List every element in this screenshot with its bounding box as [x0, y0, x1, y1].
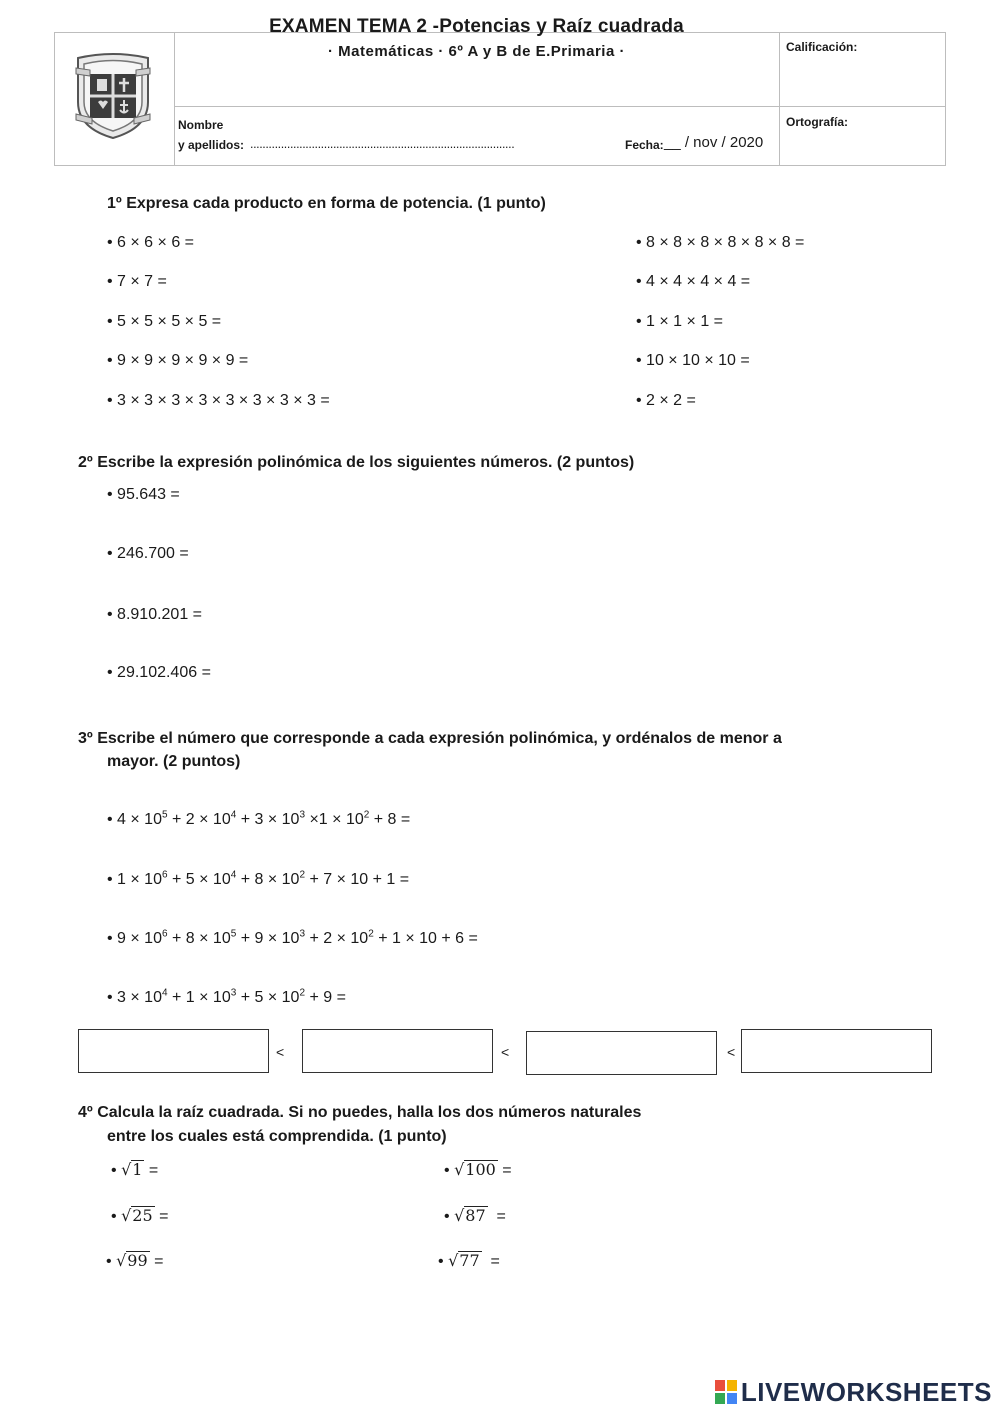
q4-sqrt-item: • √100 =	[444, 1160, 512, 1179]
q1-item: • 10 × 10 × 10 =	[636, 352, 750, 369]
q3-expression-4: • $3 \times 10^4 + 1 \times 10^3 + 5 \times 10^2 + 9$ =	[107, 987, 346, 1006]
q4-sqrt-item: • √25 =	[111, 1206, 169, 1225]
calificacion-label: Calificación:	[786, 40, 858, 54]
less-than-sign: <	[727, 1044, 736, 1060]
q1-item: • 6 × 6 × 6 =	[107, 234, 194, 251]
q4-sqrt-item: • √1 =	[111, 1160, 159, 1179]
q4-sqrt-item: • √87 =	[444, 1206, 506, 1225]
order-answer-box-1[interactable]	[78, 1029, 269, 1073]
less-than-sign: <	[501, 1044, 510, 1060]
q1-heading: 1º Expresa cada producto en forma de potencia. (1 punto)	[107, 195, 546, 212]
q1-item: • 2 × 2 =	[636, 392, 696, 409]
liveworksheets-brand[interactable]	[715, 1377, 992, 1408]
apellidos-label: y apellidos:	[178, 138, 245, 152]
less-than-sign: <	[276, 1044, 285, 1060]
q3-expression-2: • $1 \times 10^6 + 5 \times 10^4 + 8 \times 10^2 + 7 \times 10 + 1$ =	[107, 869, 410, 888]
q4-heading-line2: entre los cuales está comprendida. (1 punto)	[107, 1128, 447, 1145]
q2-heading: 2º Escribe la expresión polinómica de los siguientes números. (2 puntos)	[78, 454, 635, 471]
exam-subtitle: · Matemáticas · 6º A y B de E.Primaria ·	[328, 43, 625, 60]
liveworksheets-logo-icon	[715, 1380, 737, 1404]
school-crest-logo	[70, 52, 156, 142]
q2-item: • 8.910.201 =	[107, 606, 203, 623]
q1-item: • 9 × 9 × 9 × 9 × 9 =	[107, 352, 249, 369]
q4-heading-line1: 4º Calcula la raíz cuadrada. Si no puedes, halla los dos números naturales	[78, 1104, 642, 1121]
q4-sqrt-item: • √77 =	[438, 1251, 500, 1270]
q3-expression-3: • $9 \times 10^6 + 8 \times 10^5 + 9 \times 10^3 + 2 \times 10^2 + 1 \times 10 + 6$ =	[107, 928, 478, 947]
q1-item: • 3 × 3 × 3 × 3 × 3 × 3 × 3 × 3 =	[107, 392, 330, 409]
q1-item: • 8 × 8 × 8 × 8 × 8 × 8 =	[636, 234, 805, 251]
q2-item: • 95.643 =	[107, 486, 180, 503]
exam-title: EXAMEN TEMA 2 -Potencias y Raíz cuadrada	[269, 16, 684, 37]
q1-item: • 7 × 7 =	[107, 273, 167, 290]
q1-item: • 4 × 4 × 4 × 4 =	[636, 273, 751, 290]
nombre-label: Nombre	[178, 118, 224, 132]
q2-item: • 29.102.406 =	[107, 664, 211, 681]
order-answer-box-4[interactable]	[741, 1029, 932, 1073]
q1-item: • 1 × 1 × 1 =	[636, 313, 723, 330]
q4-sqrt-item: • √99 =	[106, 1251, 164, 1270]
q2-item: • 246.700 =	[107, 545, 189, 562]
name-field[interactable]: ......................................................................................	[250, 137, 515, 151]
order-answer-box-3[interactable]	[526, 1031, 717, 1075]
q1-item: • 5 × 5 × 5 × 5 =	[107, 313, 222, 330]
fecha-field[interactable]: __ / nov / 2020	[664, 134, 764, 151]
q3-expression-1: • $4 \times 10^5 + 2 \times 10^4 + 3 \times 10^3 \times 1 \times 10^2 + 8$ =	[107, 809, 411, 828]
ortografia-label: Ortografía:	[786, 115, 849, 129]
brand-name: LIVEWORKSHEETS	[740, 1377, 992, 1407]
q3-heading-line1: 3º Escribe el número que corresponde a cada expresión polinómica, y ordénalos de menor a	[78, 730, 782, 747]
order-answer-box-2[interactable]	[302, 1029, 493, 1073]
fecha-label: Fecha:	[625, 138, 664, 152]
q3-heading-line2: mayor. (2 puntos)	[107, 753, 241, 770]
